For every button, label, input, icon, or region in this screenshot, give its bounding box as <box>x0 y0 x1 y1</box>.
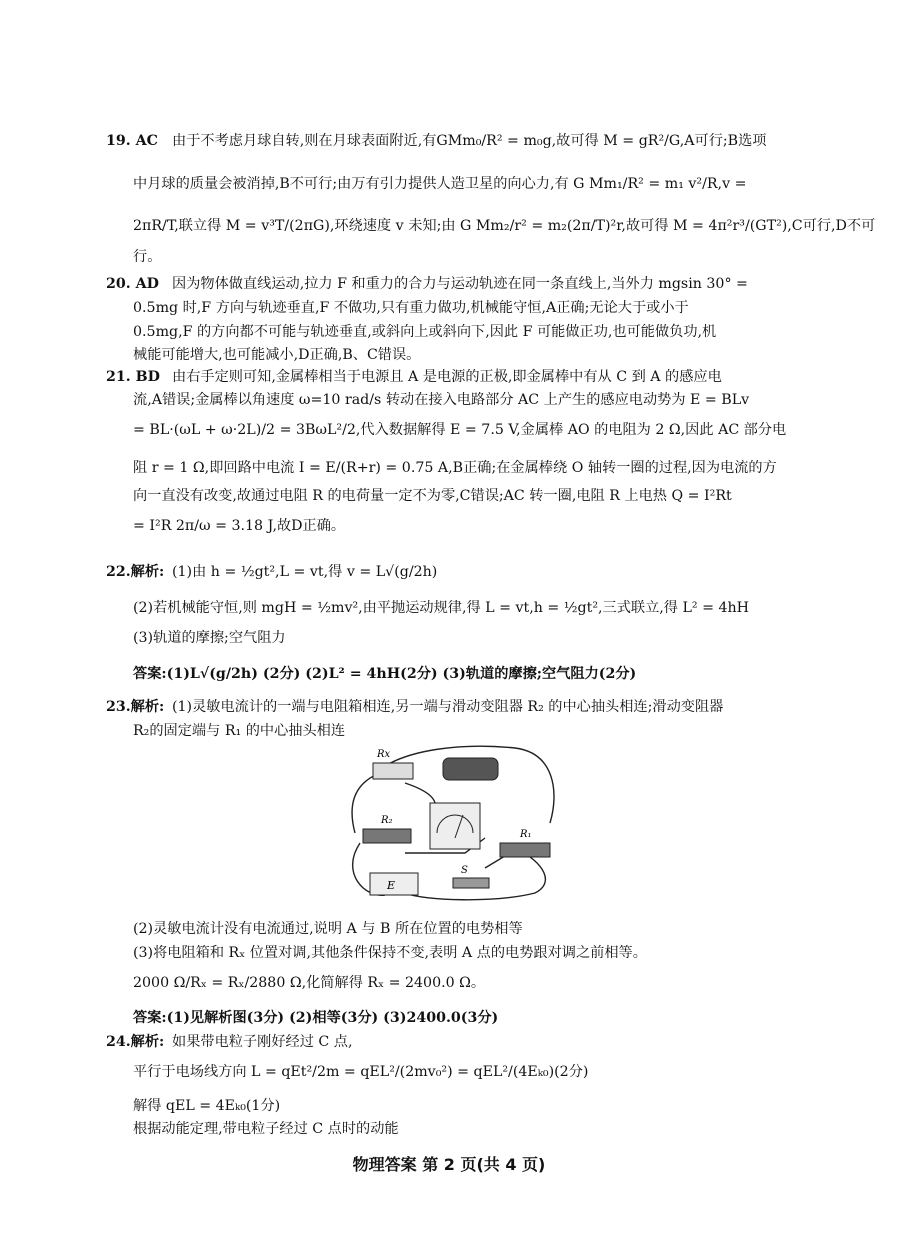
label-r1: R₁ <box>520 829 532 840</box>
q24-line-2: 解得 qEL = 4Eₖ₀(1分) <box>133 1098 281 1114</box>
rheostat-r2 <box>363 829 411 843</box>
q19-line-3: 2πR/T,联立得 M = v³T/(2πG),环绕速度 v 未知;由 G Mm₂/r² = m₂(2π/T)²r,故可得 M = 4π²r³/(GT²),C可行,D不可 <box>133 218 876 234</box>
circuit-diagram <box>345 743 561 903</box>
q22-line-2: (2)若机械能守恒,则 mgH = ½mv²,由平抛运动规律,得 L = vt,h = ½gt²,三式联立,得 L² = 4hH <box>133 600 750 616</box>
q20-line-1: 因为物体做直线运动,拉力 F 和重力的合力与运动轨迹在同一条直线上,当外力 mgsin 30° = <box>172 276 748 292</box>
q22-answer: 答案:(1)L√(g/2h) (2分) (2)L² = 4hH(2分) (3)轨道的摩擦;空气阻力(2分) <box>133 666 637 682</box>
q23-line-2: R₂的固定端与 R₁ 的中心抽头相连 <box>133 723 346 739</box>
q22-line-3: (3)轨道的摩擦;空气阻力 <box>133 630 286 646</box>
q19-line-4: 行。 <box>133 249 162 265</box>
q24-line-3: 根据动能定理,带电粒子经过 C 点时的动能 <box>133 1121 399 1137</box>
q24-line-1: 平行于电场线方向 L = qEt²/2m = qEL²/(2mv₀²) = qEL²/(4Eₖ₀)(2分) <box>133 1064 589 1080</box>
label-s: S <box>461 865 468 876</box>
q20-line-3: 0.5mg,F 的方向都不可能与轨迹垂直,或斜向上或斜向下,因此 F 可能做正功,也可能做负功,机 <box>133 324 717 340</box>
q21-line-5: 向一直没有改变,故通过电阻 R 的电荷量一定不为零,C错误;AC 转一圈,电阻 R 上电热 Q = I²Rt <box>133 488 732 504</box>
q22-line-1: (1)由 h = ½gt²,L = vt,得 v = L√(g/2h) <box>172 564 438 580</box>
switch <box>453 878 489 888</box>
rheostat-r1 <box>500 843 550 857</box>
q20-line-2: 0.5mg 时,F 方向与轨迹垂直,F 不做功,只有重力做功,机械能守恒,A正确;无论大于或小于 <box>133 300 689 316</box>
q20-number: 20. AD <box>106 276 159 292</box>
q23-answer: 答案:(1)见解析图(3分) (2)相等(3分) (3)2400.0(3分) <box>133 1010 499 1026</box>
q19-line-1: 由于不考虑月球自转,则在月球表面附近,有GMm₀/R² = m₀g,故可得 M = gR²/G,A可行;B选项 <box>172 133 767 149</box>
q23-number: 23.解析: <box>106 699 165 715</box>
label-r2: R₂ <box>381 815 393 826</box>
q21-line-3: = BL·(ωL + ω·2L)/2 = 3BωL²/2,代入数据解得 E = 7.5 V,金属棒 AO 的电阻为 2 Ω,因此 AC 部分电 <box>133 422 787 438</box>
q23-line-4: (3)将电阻箱和 Rₓ 位置对调,其他条件保持不变,表明 A 点的电势跟对调之前相等。 <box>133 945 647 961</box>
galvanometer <box>430 803 480 849</box>
q23-line-3: (2)灵敏电流计没有电流通过,说明 A 与 B 所在位置的电势相等 <box>133 921 523 937</box>
q22-number: 22.解析: <box>106 564 165 580</box>
resistance-box <box>373 763 413 779</box>
q21-line-2: 流,A错误;金属棒以角速度 ω=10 rad/s 转动在接入电路部分 AC 上产生的感应电动势为 E = BLv <box>133 392 750 408</box>
q21-line-4: 阻 r = 1 Ω,即回路中电流 I = E/(R+r) = 0.75 A,B正确;在金属棒绕 O 轴转一圈的过程,因为电流的方 <box>133 460 777 476</box>
q21-number: 21. BD <box>106 369 160 385</box>
q21-line-1: 由右手定则可知,金属棒相当于电源且 A 是电源的正极,即金属棒中有从 C 到 A 的感应电 <box>172 369 722 385</box>
q21-line-6: = I²R 2π/ω = 3.18 J,故D正确。 <box>133 518 346 534</box>
q20-line-4: 械能可能增大,也可能减小,D正确,B、C错误。 <box>133 347 421 363</box>
label-e: E <box>387 879 396 892</box>
q19-number: 19. AC <box>106 133 158 149</box>
label-rx: Rx <box>377 749 391 760</box>
page-footer: 物理答案 第 2 页(共 4 页) <box>352 1155 546 1174</box>
q19-line-2: 中月球的质量会被消掉,B不可行;由万有引力提供人造卫星的向心力,有 G Mm₁/R² = m₁ v²/R,v = <box>133 176 747 192</box>
q23-line-5: 2000 Ω/Rₓ = Rₓ/2880 Ω,化简解得 Rₓ = 2400.0 Ω。 <box>133 975 486 991</box>
q24-line-0: 如果带电粒子刚好经过 C 点, <box>172 1034 353 1050</box>
coil-resistor <box>443 758 498 780</box>
q23-line-1: (1)灵敏电流计的一端与电阻箱相连,另一端与滑动变阻器 R₂ 的中心抽头相连;滑动变阻器 <box>172 699 724 715</box>
q24-number: 24.解析: <box>106 1034 165 1050</box>
